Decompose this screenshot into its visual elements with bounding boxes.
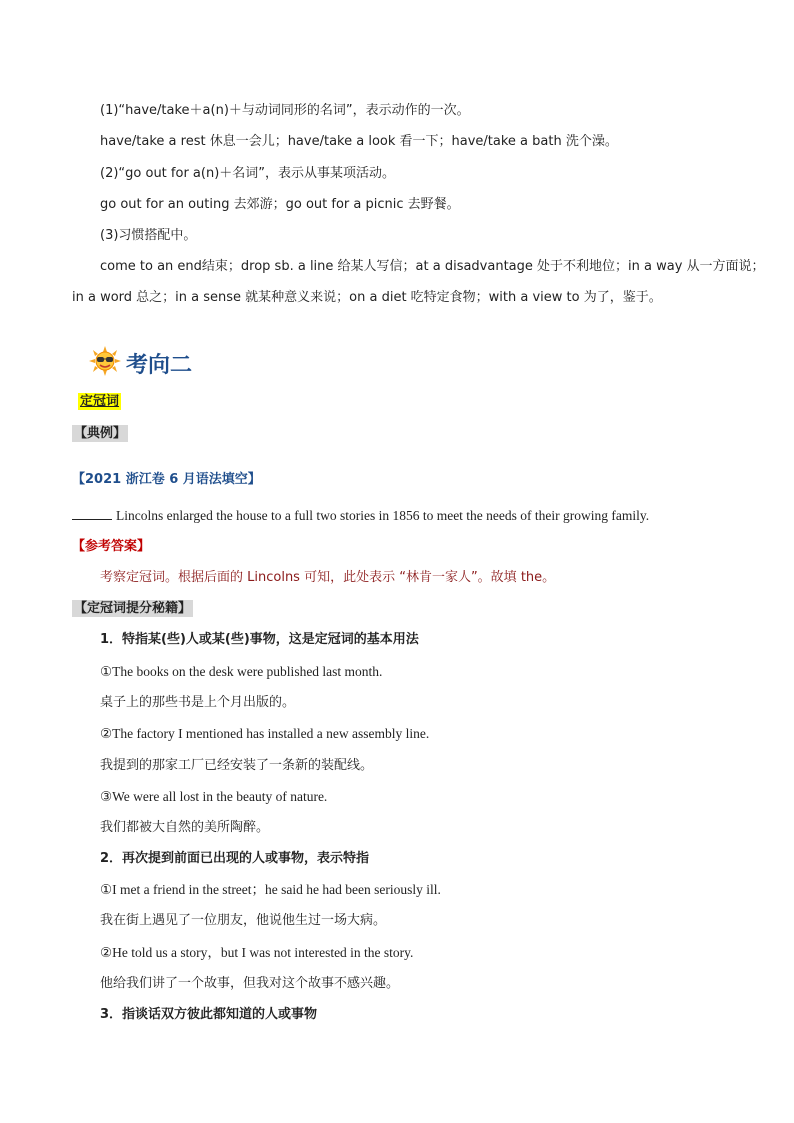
example-tag: [72, 425, 128, 443]
rule-2-translation-1: 我在街上遇见了一位朋友，他说他生过一场大病。: [100, 913, 387, 928]
question-line: [72, 507, 649, 525]
intro-line-5: (3)习惯搭配中。: [100, 228, 197, 243]
answer-text: 考察定冠词。根据后面的 Lincolns 可知，此处表示 “林肯一家人”。故填 the。: [100, 570, 556, 585]
intro-line-4: go out for an outing 去郊游；go out for a picnic 去野餐。: [100, 197, 460, 212]
rule-1-title: 1．特指某(些)人或某(些)事物，这是定冠词的基本用法: [100, 632, 419, 647]
answer-tag: 【参考答案】: [72, 539, 151, 554]
answer-blank: [72, 507, 112, 520]
rule-1-example-2: ②The factory I mentioned has installed a new assembly line.: [100, 726, 430, 741]
intro-line-7: in a word 总之；in a sense 就某种意义来说；on a diet 吃特定食物；with a view to 为了，鉴于。: [72, 290, 662, 305]
topic-highlight: 定冠词: [80, 394, 120, 409]
rule-2-translation-2: 他给我们讲了一个故事，但我对这个故事不感兴趣。: [100, 976, 400, 991]
question-text: Lincolns enlarged the house to a full two stories in 1856 to meet the needs of their growing family.: [116, 508, 650, 523]
intro-line-6: come to an end结束；drop sb. a line 给某人写信；at a disadvantage 处于不利地位；in a way 从一方面说；: [100, 259, 765, 274]
intro-line-3: (2)“go out for a(n)＋名词”，表示从事某项活动。: [100, 166, 396, 181]
section-heading: [86, 345, 192, 381]
rule-1-example-3: ③We were all lost in the beauty of nature.: [100, 789, 328, 804]
rule-1-example-1: ①The books on the desk were published last month.: [100, 664, 383, 679]
rule-1-translation-2: 我提到的那家工厂已经安装了一条新的装配线。: [100, 758, 374, 773]
rule-1-translation-1: 桌子上的那些书是上个月出版的。: [100, 695, 296, 710]
secret-tag: [72, 600, 193, 618]
rule-3-title: 3．指谈话双方彼此都知道的人或事物: [100, 1007, 318, 1022]
rule-2-example-1: ①I met a friend in the street；he said he had been seriously ill.: [100, 882, 441, 897]
rule-1-translation-3: 我们都被大自然的美所陶醉。: [100, 820, 270, 835]
rule-2-title: 2．再次提到前面已出现的人或事物，表示特指: [100, 851, 370, 866]
sun-icon: [86, 345, 124, 381]
section-title: 考向二: [126, 352, 193, 378]
topic-label: [78, 393, 121, 411]
question-source: 【2021 浙江卷 6 月语法填空】: [72, 472, 261, 487]
secret-tag-text: 【定冠词提分秘籍】: [74, 601, 192, 616]
intro-line-1: (1)“have/take＋a(n)＋与动词同形的名词”，表示动作的一次。: [100, 103, 470, 118]
intro-line-2: have/take a rest 休息一会儿；have/take a look 看一下；have/take a bath 洗个澡。: [100, 134, 618, 149]
example-tag-text: 【典例】: [74, 426, 127, 441]
rule-2-example-2: ②He told us a story，but I was not interested in the story.: [100, 945, 414, 960]
